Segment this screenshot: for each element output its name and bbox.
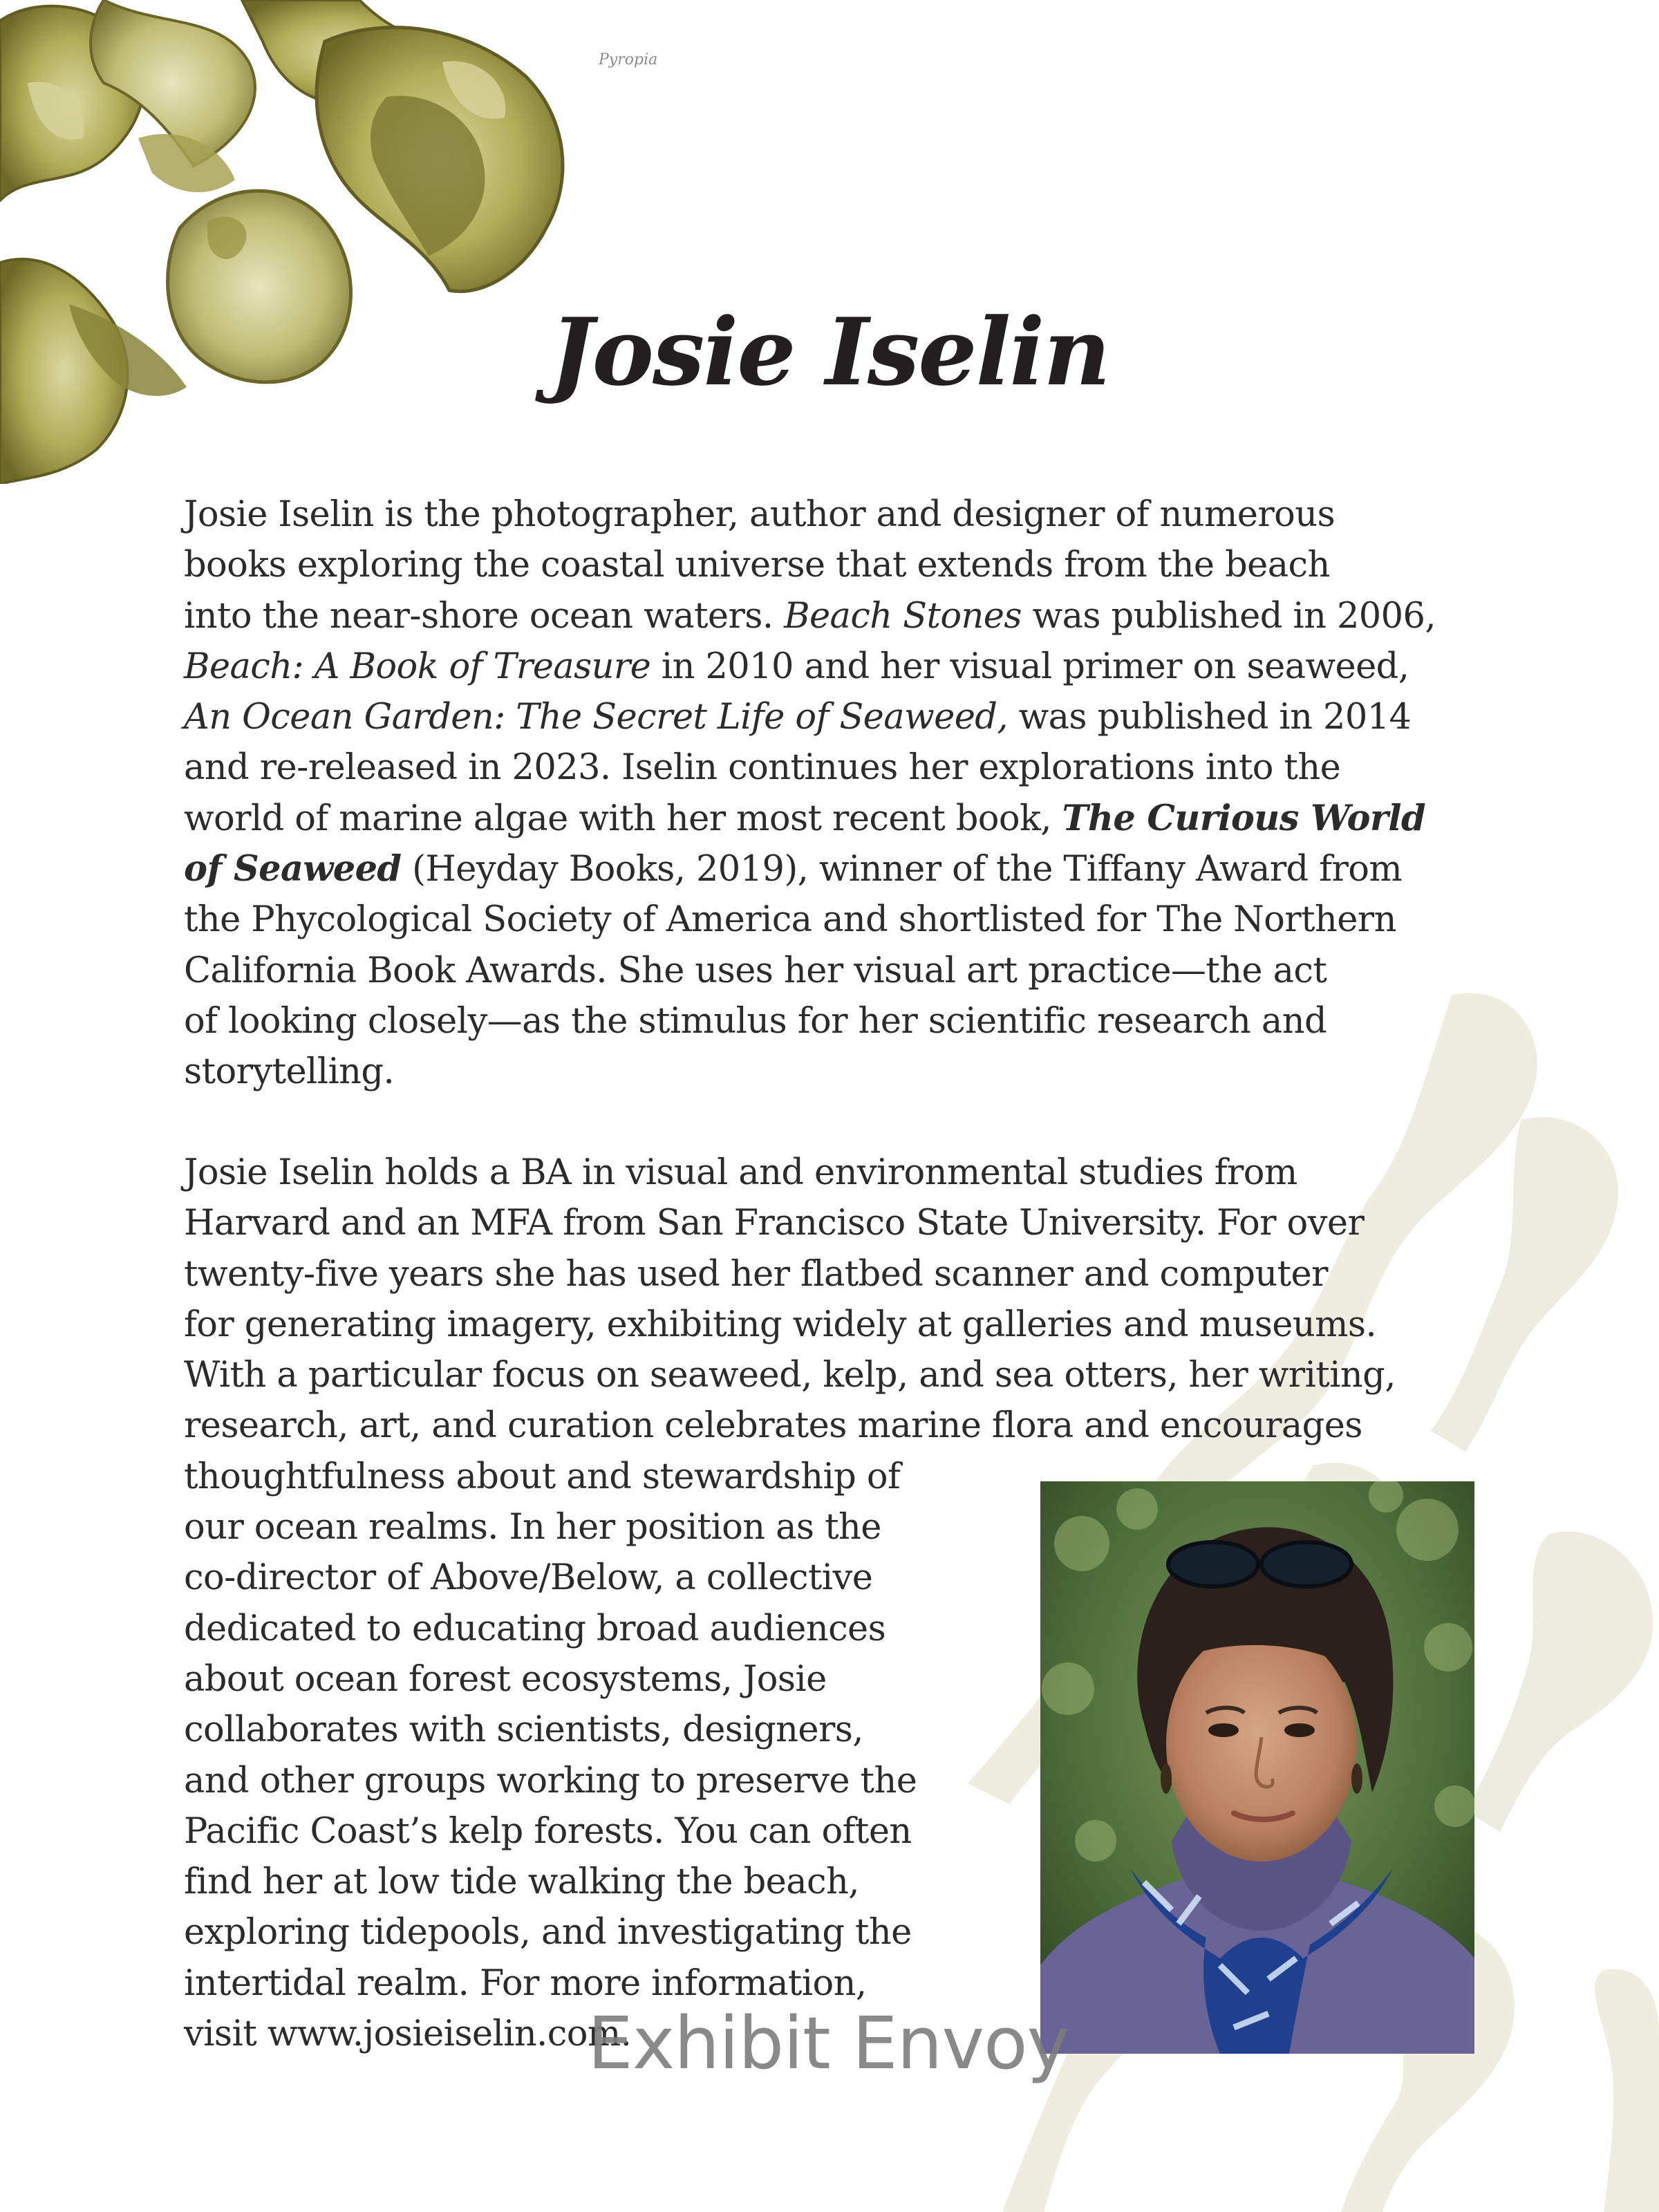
- text-run: and re-released in 2023. Iselin continues her explorations into the: [184, 747, 1341, 789]
- text-line: [184, 692, 1497, 742]
- text-run: storytelling.: [184, 1051, 395, 1093]
- page-title: Josie Iselin: [550, 297, 1109, 406]
- text-line: [184, 1198, 1497, 1248]
- text-run: California Book Awards. She uses her visual art practice—the act: [184, 950, 1327, 991]
- text-run: was published in 2006,: [1021, 595, 1436, 637]
- seaweed-illustration: [0, 0, 588, 484]
- text-line: [184, 742, 1497, 793]
- text-line: [184, 1047, 1497, 1097]
- text-run: twenty-five years she has used her flatbed scanner and computer: [184, 1253, 1328, 1295]
- text-run: find her at low tide walking the beach,: [184, 1862, 859, 1903]
- bio-paragraph-1: [184, 489, 1497, 1098]
- text-line: [184, 1300, 1497, 1350]
- text-line: [184, 844, 1497, 894]
- text-run: thoughtfulness about and stewardship of: [184, 1456, 901, 1497]
- text-line: [184, 489, 1497, 540]
- text-line: [184, 540, 1497, 590]
- text-run: the Phycological Society of America and shortlisted for The Northern: [184, 899, 1396, 941]
- text-run: dedicated to educating broad audiences: [184, 1608, 886, 1649]
- text-run: for generating imagery, exhibiting widely at galleries and museums.: [184, 1304, 1377, 1345]
- text-line: [184, 894, 1497, 945]
- text-run: books exploring the coastal universe that extends from the beach: [184, 545, 1330, 586]
- text-run: Harvard and an MFA from San Francisco State University. For over: [184, 1203, 1365, 1244]
- text-run: Pacific Coast’s kelp forests. You can often: [184, 1810, 912, 1852]
- text-run: intertidal realm. For more information,: [184, 1962, 867, 2004]
- text-run: of looking closely—as the stimulus for her scientific research and: [184, 1000, 1327, 1042]
- text-run: co-director of Above/Below, a collective: [184, 1557, 873, 1599]
- text-run: into the near-shore ocean waters.: [184, 595, 785, 637]
- ghost-frond: [1595, 1969, 1659, 2212]
- text-run: With a particular focus on seaweed, kelp, and sea otters, her writing,: [184, 1355, 1396, 1396]
- image-caption: Pyropia: [599, 51, 658, 68]
- text-line: [184, 1249, 1497, 1300]
- book-title-text: Beach: A Book of Treasure: [184, 646, 651, 687]
- text-run: research, art, and curation celebrates marine flora and encourages: [184, 1405, 1362, 1447]
- text-run: and other groups working to preserve the: [184, 1760, 917, 1801]
- text-run: visit www.josieiselin.com.: [184, 2014, 632, 2055]
- text-run: exploring tidepools, and investigating the: [184, 1912, 912, 1953]
- book-title-text: An Ocean Garden: The Secret Life of Seaweed,: [184, 697, 1008, 738]
- book-title-text: of Seaweed: [184, 848, 402, 890]
- text-line: [184, 641, 1497, 692]
- text-line: [184, 1400, 1497, 1451]
- text-line: [184, 1350, 1497, 1400]
- text-line: [184, 591, 1497, 641]
- portrait-photo: [1040, 1481, 1474, 2054]
- text-run: was published in 2014: [1007, 697, 1412, 738]
- text-line: [184, 996, 1497, 1047]
- book-title-text: The Curious World: [1062, 797, 1426, 839]
- text-line: [184, 946, 1497, 996]
- text-run: world of marine algae with her most recent book,: [184, 798, 1062, 839]
- text-line: [184, 794, 1497, 844]
- book-title-text: Beach Stones: [784, 595, 1022, 637]
- text-run: our ocean realms. In her position as the: [184, 1507, 881, 1548]
- text-line: [184, 1147, 1497, 1198]
- text-run: in 2010 and her visual primer on seaweed,: [650, 646, 1409, 687]
- text-run: about ocean forest ecosystems, Josie: [184, 1658, 827, 1700]
- text-run: collaborates with scientists, designers,: [184, 1709, 863, 1751]
- text-run: Josie Iselin is the photographer, author and designer of numerous: [184, 494, 1335, 535]
- text-run: Josie Iselin holds a BA in visual and environmental studies from: [184, 1152, 1297, 1193]
- text-run: (Heyday Books, 2019), winner of the Tiffany Award from: [401, 849, 1403, 890]
- watermark: Exhibit Envoy: [588, 2001, 1069, 2086]
